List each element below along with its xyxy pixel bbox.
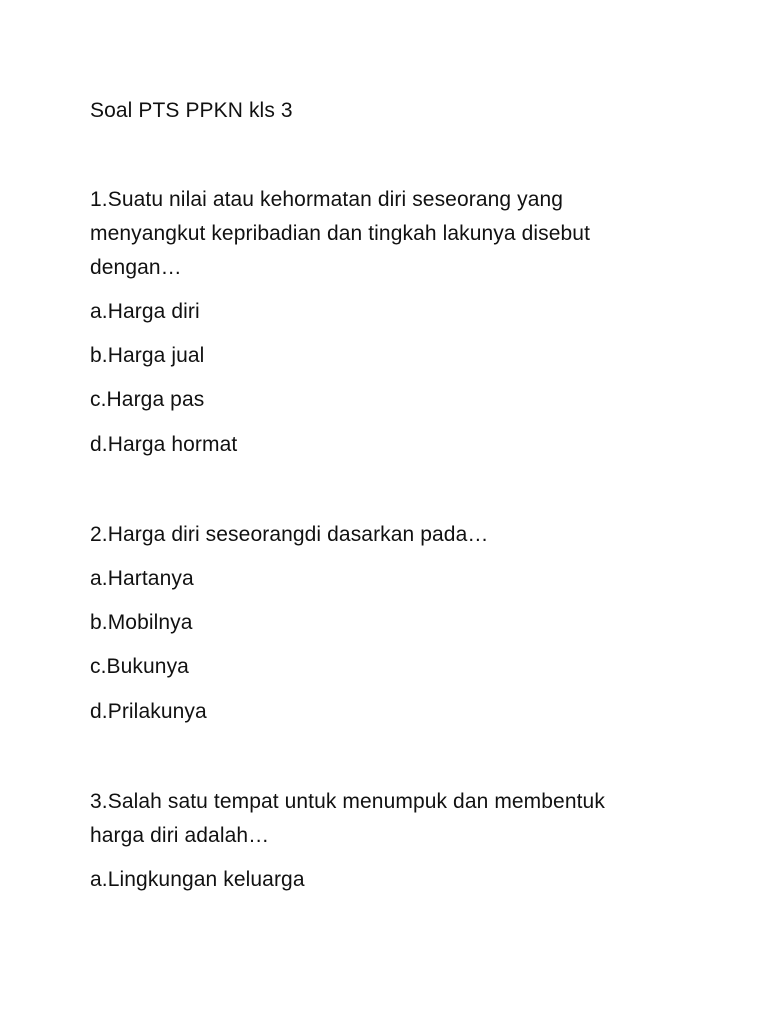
question-2-option-d: d.Prilakunya (90, 700, 207, 723)
document-title: Soal PTS PPKN kls 3 (90, 99, 293, 122)
question-3-text-line-2: harga diri adalah… (90, 824, 270, 847)
question-1-option-b: b.Harga jual (90, 344, 205, 367)
question-1-text-line-3: dengan… (90, 256, 182, 279)
question-2-option-c: c.Bukunya (90, 655, 189, 678)
question-1-option-d: d.Harga hormat (90, 433, 238, 456)
question-2-option-a: a.Hartanya (90, 567, 194, 590)
question-3-option-a: a.Lingkungan keluarga (90, 868, 305, 891)
question-2-option-b: b.Mobilnya (90, 611, 193, 634)
question-1-text-line-1: 1.Suatu nilai atau kehormatan diri seseorang yang (90, 188, 564, 211)
question-3-text-line-1: 3.Salah satu tempat untuk menumpuk dan membentuk (90, 790, 605, 813)
question-1-option-c: c.Harga pas (90, 388, 205, 411)
question-2-text-line-1: 2.Harga diri seseorangdi dasarkan pada… (90, 523, 489, 546)
question-1-option-a: a.Harga diri (90, 300, 200, 323)
question-1-text-line-2: menyangkut kepribadian dan tingkah lakunya disebut (90, 222, 591, 245)
